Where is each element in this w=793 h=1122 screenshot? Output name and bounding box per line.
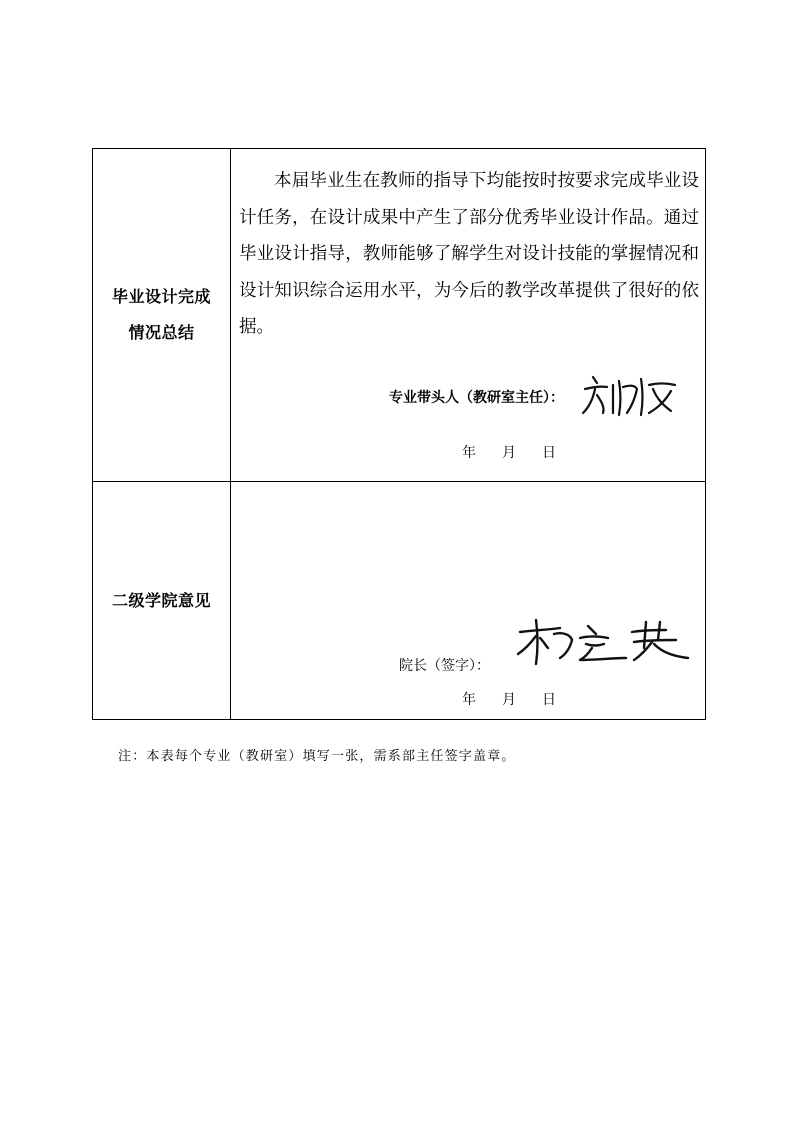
- opinion-date-month: 月: [502, 692, 516, 708]
- footnote: 注：本表每个专业（教研室）填写一张，需系部主任签字盖章。: [118, 749, 516, 764]
- opinion-date-day: 日: [542, 692, 556, 708]
- dean-signature: [516, 618, 696, 668]
- summary-label: [112, 279, 211, 351]
- summary-row: [93, 149, 705, 482]
- dean-label: 院长（签字）：: [399, 658, 490, 674]
- summary-date: [462, 442, 556, 462]
- opinion-date-year: 年: [462, 692, 476, 708]
- form-table: [92, 148, 706, 720]
- summary-content-cell: [231, 149, 705, 481]
- opinion-date: [462, 689, 556, 709]
- summary-label-line1: 毕业设计完成: [111, 287, 211, 306]
- signer-label: 专业带头人（教研室主任）：: [389, 390, 564, 406]
- summary-date-month: 月: [502, 445, 516, 461]
- opinion-row: [93, 482, 705, 719]
- summary-label-cell: [93, 149, 231, 481]
- summary-date-day: 日: [542, 445, 556, 461]
- summary-label-line2: 情况总结: [128, 323, 195, 342]
- summary-paragraph: 本届毕业生在教师的指导下均能按时按要求完成毕业设计任务，在设计成果中产生了部分优秀毕业设计作品。通过毕业设计指导，教师能够了解学生对设计技能的掌握情况和设计知识综合运用水平，为今后的教学改革提供了很好的依据。: [239, 171, 699, 337]
- summary-date-year: 年: [462, 445, 476, 461]
- leader-signature: [579, 371, 689, 421]
- opinion-label: 二级学院意见: [111, 590, 211, 610]
- opinion-label-cell: [93, 482, 231, 719]
- opinion-content-cell: [231, 482, 705, 719]
